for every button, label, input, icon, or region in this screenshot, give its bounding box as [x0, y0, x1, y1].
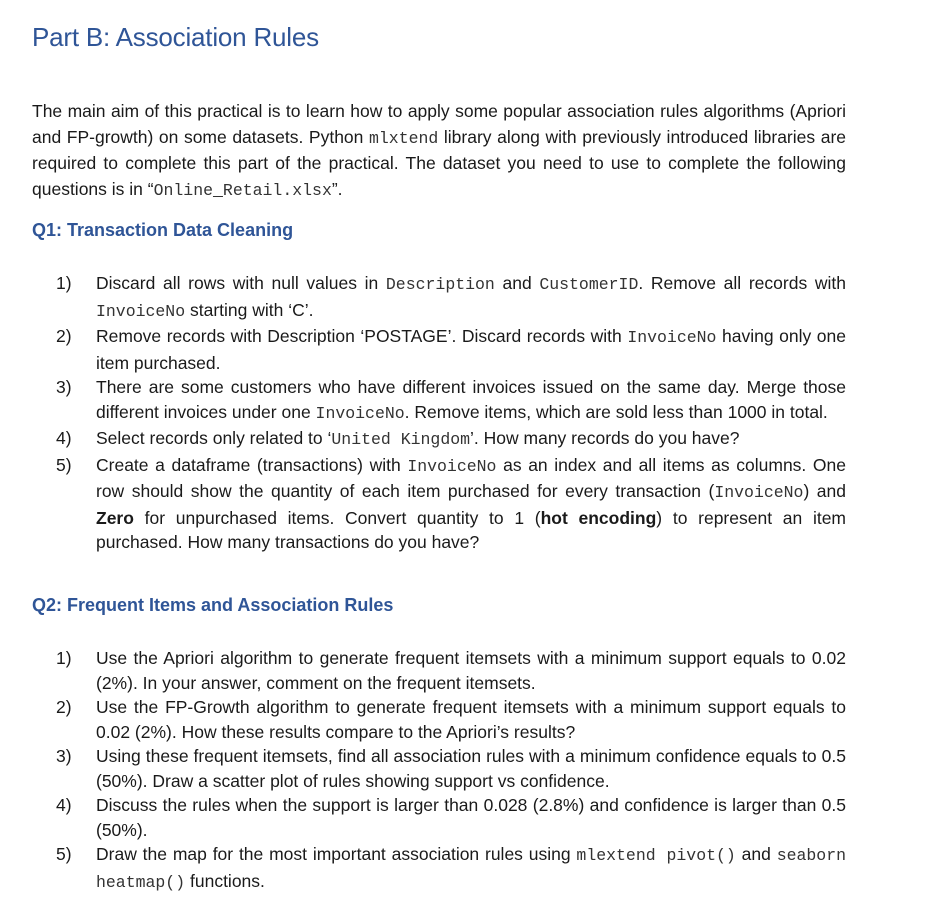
bold-zero: Zero — [96, 507, 134, 528]
intro-text-1: The main aim of this practical is to learn how to apply some popular association rules algorithms (Apriori and FP-growth) on some datasets. Python — [32, 101, 846, 147]
code-invoiceno: InvoiceNo — [407, 456, 497, 476]
q2-item-text: Discuss the rules when the support is larger than 0.028 (2.8%) and confidence is larger than 0.5 (50%). — [96, 795, 846, 840]
q2-item-3 — [56, 744, 846, 793]
code-pivot: mlextend pivot() — [576, 846, 736, 865]
code-description: Description — [385, 275, 495, 294]
q2-item-4 — [56, 793, 846, 842]
q1-item-text: and — [494, 273, 540, 293]
q2-item-text: Draw the map for the most important association rules using — [96, 844, 577, 864]
q1-item-5 — [56, 453, 846, 555]
library-name: mlxtend — [368, 128, 439, 148]
code-invoiceno: InvoiceNo — [315, 403, 405, 423]
q2-heading: Q2: Frequent Items and Association Rules — [32, 595, 394, 615]
q1-item-number: 2) — [56, 326, 72, 346]
q1-item-text: . Remove all records with — [638, 273, 846, 293]
page-title: Part B: Association Rules — [32, 22, 319, 52]
code-invoiceno: InvoiceNo — [96, 301, 186, 321]
q1-item-number: 4) — [56, 428, 72, 448]
q1-list — [56, 271, 846, 555]
q2-item-5 — [56, 842, 846, 895]
q1-item-text: ) and — [803, 481, 847, 501]
intro-paragraph — [32, 99, 846, 203]
q1-item-text: ’. How many records do you have? — [470, 428, 740, 448]
code-invoiceno: InvoiceNo — [714, 483, 804, 502]
q1-heading: Q1: Transaction Data Cleaning — [32, 220, 294, 240]
q1-item-2 — [56, 324, 846, 375]
q2-item-number: 1) — [56, 648, 72, 668]
q2-item-number: 4) — [56, 795, 72, 815]
q2-item-number: 3) — [56, 746, 72, 766]
q1-item-text: having only one item purchased. — [96, 326, 846, 373]
code-customerid: CustomerID — [539, 275, 639, 294]
q1-item-text: starting with ‘C’. — [185, 299, 314, 320]
code-country: United Kingdom — [331, 430, 471, 449]
dataset-filename-underscore: _ — [213, 180, 223, 200]
intro-text-2: library along with previously introduced libraries are required to complete this part of the practical. The dataset you need to use to complete the following questions is in “ — [32, 126, 846, 199]
q1-item-text: Create a dataframe (transactions) with — [96, 454, 408, 475]
q1-item-1 — [56, 271, 846, 324]
q2-list — [56, 646, 846, 895]
q2-item-number: 2) — [56, 697, 72, 717]
q1-item-number: 1) — [56, 273, 72, 293]
dataset-filename-part-1: Online — [153, 180, 214, 200]
q2-item-text: functions. — [185, 870, 265, 891]
q2-item-text: Use the Apriori algorithm to generate frequent itemsets with a minimum support equals to 0.02 (2%). In your answer, comment on the frequent itemsets. — [96, 648, 846, 693]
q1-item-text: for unpurchased items. Convert quantity to 1 ( — [133, 507, 541, 528]
q2-item-2 — [56, 695, 846, 744]
q2-item-1 — [56, 646, 846, 695]
q1-item-number: 3) — [56, 377, 72, 397]
q2-item-text: and — [735, 844, 777, 864]
q2-item-text: Using these frequent itemsets, find all association rules with a minimum confidence equals to 0.5 (50%). Draw a scatter plot of rules showing support vs confidence. — [96, 746, 846, 791]
q1-item-text: Discard all rows with null values in — [96, 273, 386, 293]
code-heatmap: seaborn heatmap() — [96, 846, 846, 892]
q1-item-text: Select records only related to ‘ — [96, 428, 332, 448]
code-invoiceno: InvoiceNo — [627, 328, 717, 347]
q2-item-number: 5) — [56, 844, 72, 864]
intro-text-3: ”. — [331, 178, 343, 199]
q1-item-text: Remove records with Description ‘POSTAGE’. Discard records with — [96, 326, 628, 346]
q1-item-number: 5) — [56, 454, 72, 475]
dataset-filename-part-2: Retail.xlsx — [222, 180, 332, 200]
q1-item-text: ) to represent an item purchased. How many transactions do you have? — [96, 507, 846, 552]
q2-item-text: Use the FP-Growth algorithm to generate frequent itemsets with a minimum support equals to 0.02 (2%). How these results compare to the Apriori’s results? — [96, 697, 846, 742]
bold-hot-encoding: hot encoding — [540, 507, 657, 528]
q1-item-3 — [56, 375, 846, 426]
q1-item-4 — [56, 426, 846, 453]
q1-item-text: . Remove items, which are sold less than 1000 in total. — [404, 401, 828, 422]
q1-item-text: There are some customers who have different invoices issued on the same day. Merge those different invoices under one — [96, 377, 846, 422]
q1-item-text: as an index and all items as columns. One row should show the quantity of each item purchased for every transaction ( — [96, 454, 846, 501]
